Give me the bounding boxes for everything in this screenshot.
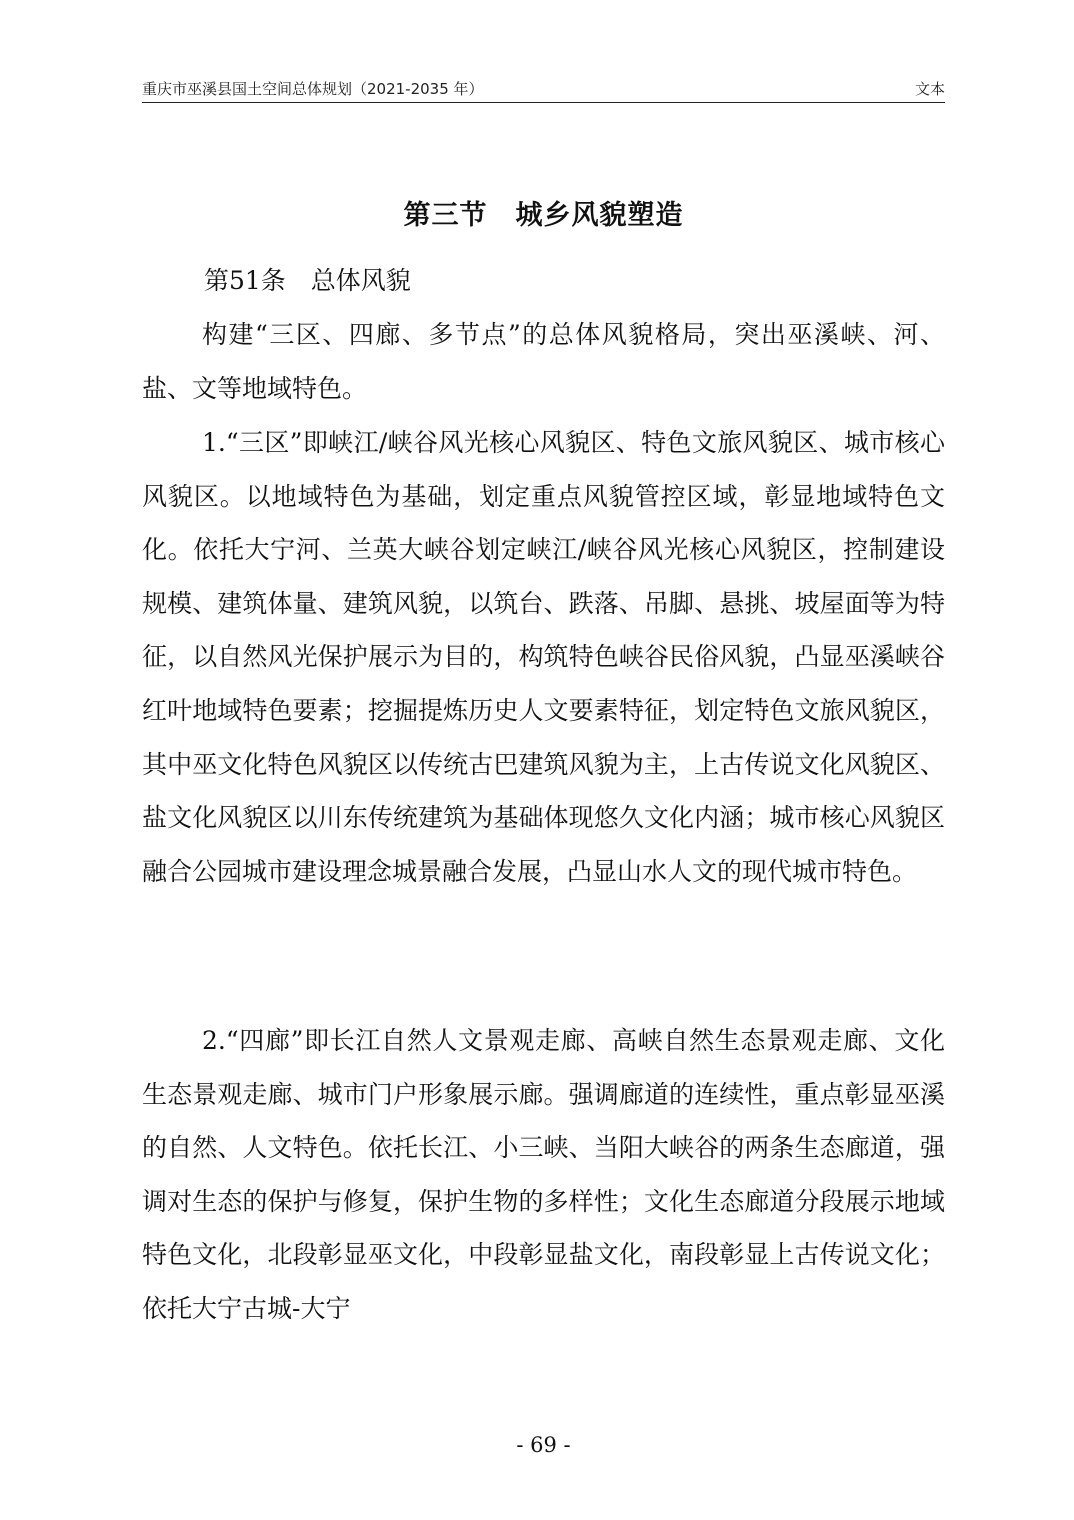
article-heading: 第51条 总体风貌 (204, 266, 411, 295)
body-paragraph-intro: 构建“三区、四廊、多节点”的总体风貌格局，突出巫溪峡、河、盐、文等地域特色。 (142, 320, 945, 403)
header-document-type: 文本 (914, 80, 945, 98)
page-number: - 69 - (516, 1433, 571, 1457)
page-header (142, 76, 945, 103)
body-paragraph-four-corridors: 2.“四廊”即长江自然人文景观走廊、高峡自然生态景观走廊、文化生态景观走廊、城市门户形象展示廊。强调廊道的连续性，重点彰显巫溪的自然、人文特色。依托长江、小三峡、当阳大峡谷的两条生态廊道，强调对生态的保护与修复，保护生物的多样性；文化生态廊道分段展示地域特色文化，北段彰显巫文化，中段彰显盐文化，南段彰显上古传说文化；依托大宁古城-大宁 (142, 1026, 945, 1323)
body-paragraph-three-zones: 1.“三区”即峡江/峡谷风光核心风貌区、特色文旅风貌区、城市核心风貌区。以地域特色为基础，划定重点风貌管控区域，彰显地域特色文化。依托大宁河、兰英大峡谷划定峡江/峡谷风光核心风貌区，控制建设规模、建筑体量、建筑风貌，以筑台、跌落、吊脚、悬挑、坡屋面等为特征，以自然风光保护展示为目的，构筑特色峡谷民俗风貌，凸显巫溪峡谷红叶地域特色要素；挖掘提炼历史人文要素特征，划定特色文旅风貌区，其中巫文化特色风貌区以传统古巴建筑风貌为主，上古传说文化风貌区、盐文化风貌区以川东传统建筑为基础体现悠久文化内涵；城市核心风貌区融合公园城市建设理念城景融合发展，凸显山水人文的现代城市特色。 (142, 428, 945, 886)
header-document-title: 重庆市巫溪县国土空间总体规划（2021-2035 年） (142, 80, 484, 98)
section-title: 第三节 城乡风貌塑造 (403, 200, 684, 231)
